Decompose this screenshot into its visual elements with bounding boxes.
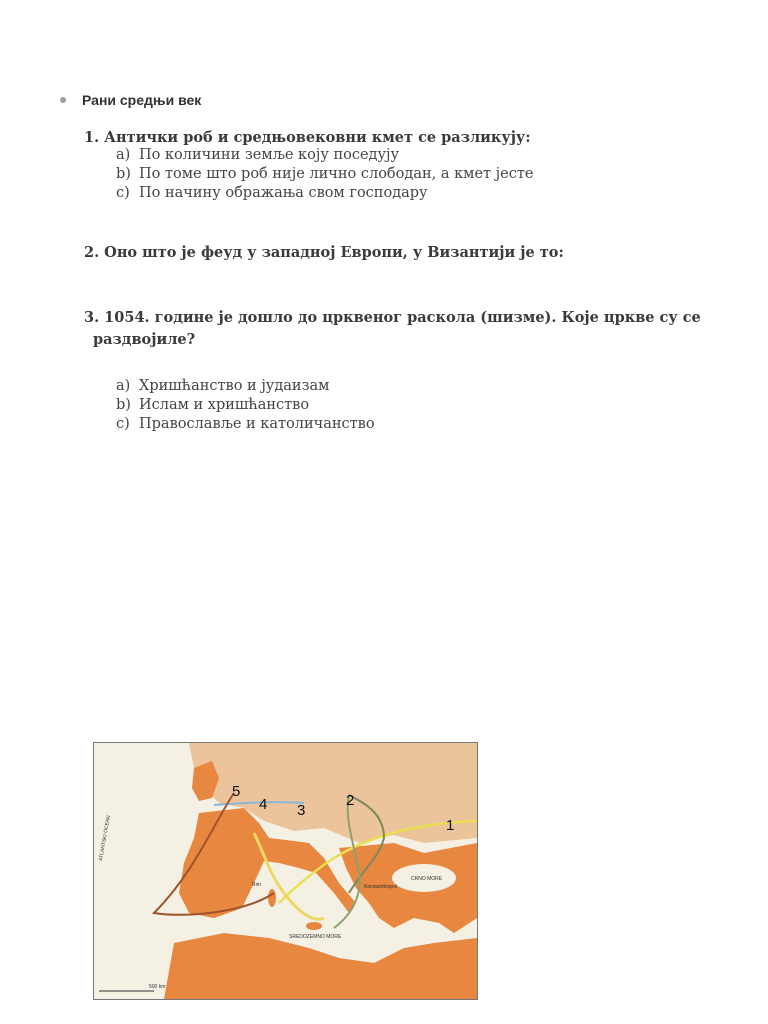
option-3c: c) Православље и католичанство xyxy=(116,416,375,432)
question-3-line-1: 3. 1054. године је дошло до црквеног раскола (шизме). Које цркве су се xyxy=(84,309,701,326)
section-title: Рани средњи век xyxy=(82,92,202,108)
scale-label: 500 km xyxy=(149,984,166,990)
question-3-options xyxy=(116,377,375,434)
option-1c: c) По начину ображања свом господару xyxy=(116,185,428,201)
migration-map xyxy=(93,742,478,1000)
question-1: 1. Антички роб и средњовековни кмет се разликују: xyxy=(84,129,531,146)
city-rome: Rim xyxy=(252,882,261,888)
ocean-label: ATLANTSKI OCEAN xyxy=(98,814,112,862)
map-graphic xyxy=(94,743,477,999)
bullet-icon xyxy=(60,97,66,103)
route-number-3: 3 xyxy=(297,802,306,819)
section-heading xyxy=(60,92,201,108)
route-number-4: 4 xyxy=(259,796,268,813)
island-sardinia xyxy=(268,889,276,907)
island-sicily xyxy=(306,922,322,930)
question-3-line-2: раздвојиле? xyxy=(93,331,196,348)
black-sea-label: CRNO MORE xyxy=(411,876,443,882)
sea-label: SREDOZEMNO MORE xyxy=(289,934,342,940)
question-1-options xyxy=(116,146,533,203)
option-3a: a) Хришћанство и јудаизам xyxy=(116,378,330,394)
route-number-1: 1 xyxy=(446,817,455,834)
route-number-2: 2 xyxy=(346,792,355,809)
route-number-5: 5 xyxy=(232,783,241,800)
option-3b: b) Ислам и хришћанство xyxy=(116,397,310,413)
question-2: 2. Оно што је феуд у западној Европи, у Византији је то: xyxy=(84,244,564,261)
option-1b: b) По томе што роб није лично слободан, а кмет јесте xyxy=(116,166,534,182)
option-1a: a) По количини земље коју поседују xyxy=(116,147,400,163)
city-constantinople: Konstantinopol xyxy=(364,884,398,890)
